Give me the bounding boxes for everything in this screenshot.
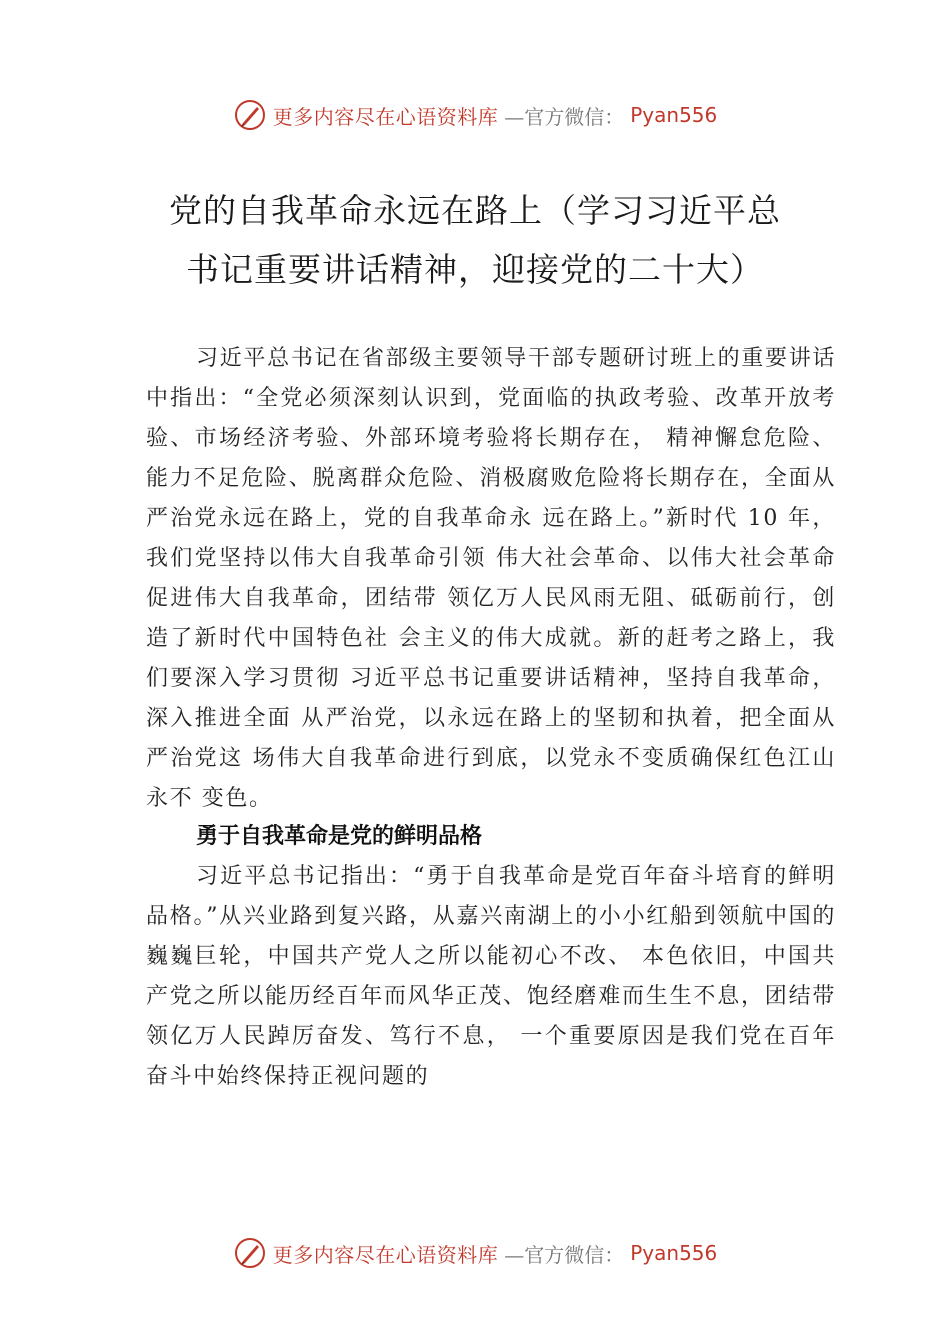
paragraph-1-text: 习近平总书记在省部级主要领导干部专题研讨班上的重要讲话中指出：“全党必须深刻认识到，党面临的执政考验、改革开放考验、市场经济考验、外部环境考验将长期存在， 精神懈怠危险、能力不足危险、脱离群众危险、消极腐败危险将长期存在，全面从严治党永远在路上，党的自我革命永 远在路上。”新时代 10 年，我们党坚持以伟大自我革命引领 伟大社会革命、以伟大社会革命促进伟大自我革命，团结带 领亿万人民风雨无阻、砥砺前行，创造了新时代中国特色社 会主义的伟大成就。新的赶考之路上，我们要深入学习贯彻 习近平总书记重要讲话精神，坚持自我革命，深入推进全面 从严治党，以永远在路上的坚韧和执着，把全面从严治党这 场伟大自我革命进行到底，以党永不变质确保红色江山永不 变色。 [146, 346, 836, 811]
paragraph-2 [146, 857, 836, 1097]
document-title-line1: 党的自我革命永远在路上（学习习近平总 [169, 191, 781, 230]
document-title-line2: 书记重要讲话精神，迎接党的二十大） [186, 250, 764, 289]
banner-text: 更多内容尽在心语资料库 [272, 104, 499, 129]
footer-banner [0, 1233, 950, 1273]
banner-contact: Pyan556 [630, 103, 718, 127]
banner-text: 更多内容尽在心语资料库 [272, 1242, 499, 1267]
quill-pen-logo-icon [233, 1236, 267, 1270]
banner-separator: —官方微信： [504, 1242, 625, 1267]
paragraph-1 [146, 339, 836, 819]
banner-contact: Pyan556 [630, 1241, 718, 1265]
paragraph-2-text: 习近平总书记指出：“勇于自我革命是党百年奋斗培育的鲜明品格。”从兴业路到复兴路，从嘉兴南湖上的小小红船到领航中国的巍巍巨轮，中国共产党人之所以能初心不改、 本色依旧，中国共产党之所以能历经百年而风华正茂、饱经磨难而生生不息，团结带领亿万人民踔厉奋发、笃行不息， 一个重要原因是我们党在百年奋斗中始终保持正视问题的 [146, 864, 836, 1089]
header-banner [0, 95, 950, 135]
banner-separator: —官方微信： [504, 104, 625, 129]
quill-pen-logo-icon [233, 98, 267, 132]
section-heading: 勇于自我革命是党的鲜明品格 [196, 824, 483, 849]
